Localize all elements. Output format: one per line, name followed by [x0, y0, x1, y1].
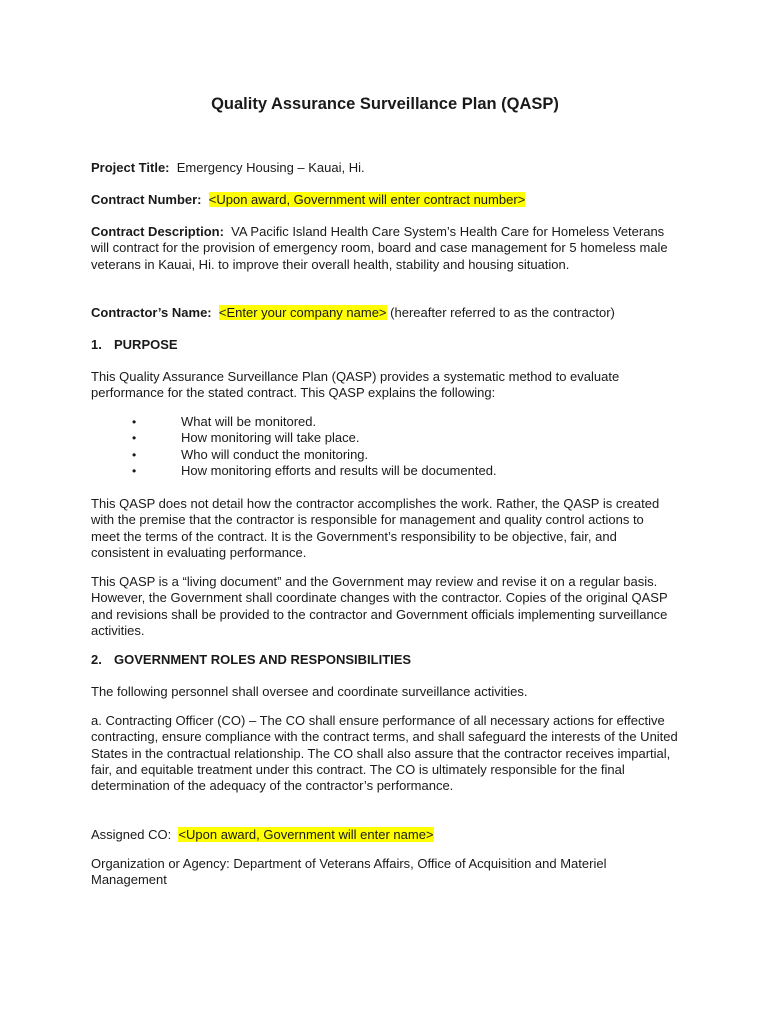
section-1-paragraph-2: This QASP does not detail how the contractor accomplishes the work. Rather, the QASP is created with the premise that the contractor is responsible for management and quality control actions to meet the terms of the contract. It is the Government’s responsibility to be objective, fair, and consistent in evaluating performance.: [91, 496, 660, 560]
contract-description: [91, 224, 676, 273]
contractor-name-placeholder[interactable]: <Enter your company name>: [218, 305, 387, 320]
assigned-co-line: [91, 827, 681, 843]
bullet-icon: •: [132, 415, 137, 429]
assigned-co-placeholder[interactable]: <Upon award, Government will enter name>: [178, 827, 434, 842]
list-item: [91, 463, 651, 479]
list-item-text: What will be monitored.: [181, 414, 317, 429]
assigned-co-label: Assigned CO:: [91, 827, 172, 842]
bullet-icon: •: [132, 431, 137, 446]
list-item-text: How monitoring will take place.: [181, 430, 360, 446]
list-item-text: Who will conduct the monitoring.: [181, 446, 369, 462]
section-1-intro: This Quality Assurance Surveillance Plan (QASP) provides a systematic method to evaluate performance for the stated contract. This QASP explains the following:: [91, 369, 620, 401]
section-2-intro: The following personnel shall oversee and coordinate surveillance activities.: [91, 684, 528, 699]
contractor-name-line: [91, 305, 691, 321]
contractor-name-suffix: (hereafter referred to as the contractor): [390, 305, 615, 320]
section-1-number: 1.: [91, 337, 102, 352]
contract-number-placeholder[interactable]: <Upon award, Government will enter contract number>: [208, 192, 526, 207]
project-title-value: Emergency Housing – Kauai, Hi.: [176, 160, 365, 175]
project-title-line: [91, 160, 681, 176]
section-2-number: 2.: [91, 652, 102, 667]
section-2-heading: [91, 652, 681, 668]
contract-description-text: VA Pacific Island Health Care System’s Health Care for Homeless Veterans will contract for the provision of emergency room, board and case management for 5 homeless male veterans in Kauai, Hi. to improve their overall health, stability and housing situation.: [91, 224, 668, 272]
bullet-icon: •: [132, 447, 137, 462]
list-item: [91, 430, 651, 446]
section-1-paragraph-3: This QASP is a “living document” and the Government may review and revise it on a regular basis. However, the Government shall coordinate changes with the contractor. Copies of the original QASP and revisions shall be provided to the contractor and Government officials implementing surveillance activities.: [91, 574, 668, 638]
contractor-name-label: Contractor’s Name:: [91, 305, 212, 320]
section-1-title: PURPOSE: [114, 337, 178, 352]
section-1-heading: [91, 337, 681, 353]
list-item: [91, 414, 651, 430]
contract-description-label: Contract Description:: [91, 224, 224, 239]
organization-line: Organization or Agency: Department of Veterans Affairs, Office of Acquisition and Materiel Management: [91, 856, 607, 888]
section-2-paragraph-a: a. Contracting Officer (CO) – The CO shall ensure performance of all necessary actions for effective contracting, ensure compliance with the contract terms, and shall safeguard the interests of the United States in the contractual relationship. The CO shall also assure that the contractor receives impartial, fair, and equitable treatment under this contract. The CO is ultimately responsible for the final determination of the adequacy of the contractor’s performance.: [91, 713, 678, 794]
bullet-icon: •: [132, 464, 137, 479]
document-title: Quality Assurance Surveillance Plan (QASP): [211, 95, 559, 113]
list-item: [91, 447, 651, 463]
project-title-label: Project Title:: [91, 160, 170, 175]
list-item-text: How monitoring efforts and results will be documented.: [181, 463, 497, 479]
monitoring-bullet-list: [91, 414, 651, 480]
contract-number-line: [91, 192, 681, 208]
section-2-title: GOVERNMENT ROLES AND RESPONSIBILITIES: [114, 652, 412, 667]
contract-number-label: Contract Number:: [91, 192, 202, 207]
